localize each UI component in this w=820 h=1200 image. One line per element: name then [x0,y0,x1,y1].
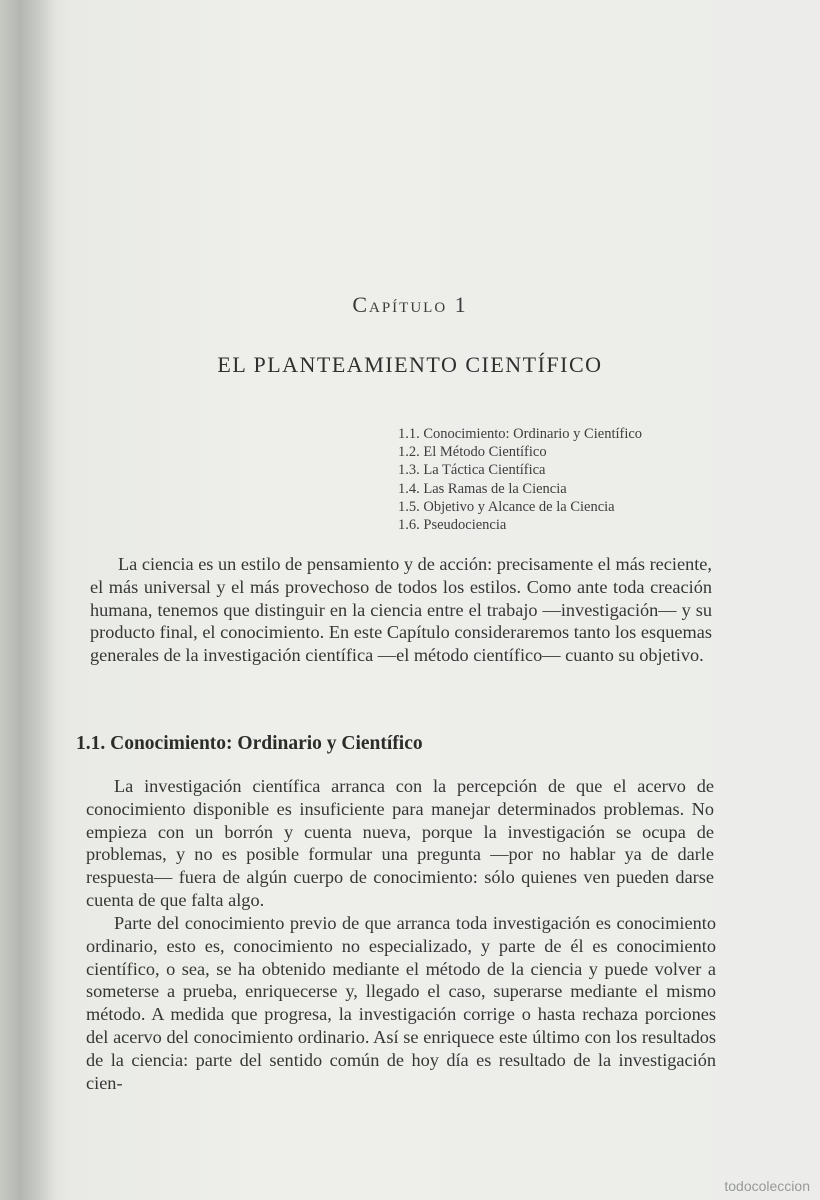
toc-item: 1.1. Conocimiento: Ordinario y Científico [398,426,643,442]
section-heading: 1.1. Conocimiento: Ordinario y Científico [76,733,423,754]
chapter-contents-list [398,425,728,534]
chapter-label: Capítulo 1 [352,292,468,317]
toc-item: 1.3. La Táctica Científica [398,462,546,479]
intro-paragraph: La ciencia es un estilo de pensamiento y de acción: precisamente el más reciente, el más universal y el más provechoso de todos los estilos. Como ante toda creación humana, tenemos que distinguir en la ciencia entre el trabajo —investigación— y su producto final, el conocimiento. En este Capítulo consideraremos tanto los esquemas generales de la investigación científica —el método científico— cuanto su objetivo. [90,554,712,666]
toc-item: 1.5. Objetivo y Alcance de la Ciencia [398,498,615,515]
toc-item: 1.6. Pseudociencia [398,517,507,534]
toc-item: 1.4. Las Ramas de la Ciencia [398,480,567,497]
body-paragraph: La investigación científica arranca con la percepción de que el acervo de conocimiento disponible es insuficiente para manejar determinados problemas. No empieza con un borrón y cuenta nueva, porque la investigación se ocupa de problemas, y no es posible formular una pregunta —por no hablar ya de darle respuesta— fuera de algún cuerpo de conocimiento: sólo quienes ven pueden darse cuenta de que falta algo. [86,776,714,910]
toc-item: 1.2. El Método Científico [398,444,547,461]
chapter-title: EL PLANTEAMIENTO CIENTÍFICO [217,352,603,377]
body-paragraph: Parte del conocimiento previo de que arranca toda investigación es conocimiento ordinario, esto es, conocimiento no especializado, y parte de él es conocimiento científico, o sea, se ha obtenido mediante el método de la ciencia y puede volver a someterse a prueba, enriquecerse y, llegado el caso, superarse mediante el mismo método. A medida que progresa, la investigación corrige o hasta rechaza porciones del acervo del conocimiento ordinario. Así se enriquece este último con los resultados de la ciencia: parte del sentido común de hoy día es resultado de la investigación cien- [86,913,716,1093]
adjacent-page-edge [0,0,22,1200]
watermark: todocoleccion [724,1178,810,1194]
spine-shadow [22,0,54,1200]
